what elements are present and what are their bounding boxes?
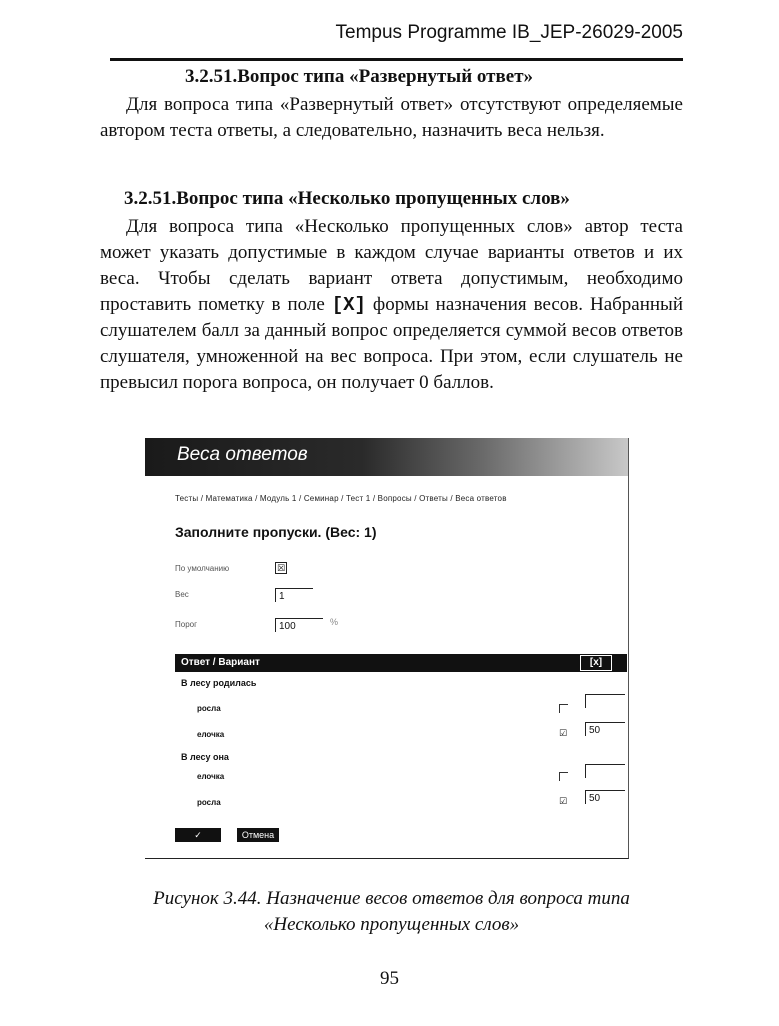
figure-banner-title: Веса ответов [177,444,308,465]
figure-breadcrumbs[interactable]: Тесты / Математика / Модуль 1 / Семинар / Тест 1 / Вопросы / Ответы / Веса ответов [175,494,507,503]
default-checkbox[interactable]: ☒ [276,563,286,573]
figure-banner [145,438,628,476]
section-title-missing-words: 3.2.51.Вопрос типа «Несколько пропущенных слов» [124,188,570,209]
field-threshold-label: Порог [175,620,198,629]
field-weight-label: Вес [175,590,189,599]
answer-row-label: росла [197,798,221,807]
threshold-input[interactable]: 100 [275,618,323,632]
cancel-button[interactable]: Отмена [237,828,279,842]
caption-line-2: «Несколько пропущенных слов» [263,914,520,935]
paragraph-essay-text: Для вопроса типа «Развернутый ответ» отсутствуют определяемые автором теста ответы, а следовательно, назначить веса нельзя. [100,94,683,141]
running-header: Tempus Programme IB_JEP-26029-2005 [335,22,683,43]
figure-caption [100,886,683,938]
paragraph-text-a: Для вопроса типа «Несколько пропущенных слов» автор теста может указать допустимые в каждом случае варианты ответов и их веса. Чтобы сделать вариант ответа допустимым, необходимо проставить пометку в поле [100,216,683,315]
mark-x-symbol: [X] [331,294,366,316]
figure-question-heading: Заполните пропуски. (Вес: 1) [175,524,377,540]
figure-answer-weights [145,438,629,859]
paragraph-text-b: формы назначения весов. Набранный слушателем балл за данный вопрос определяется суммой весов ответов слушателя, умноженной на вес вопроса. При этом, если слушатель не превысил порога вопроса, он получает 0 баллов. [100,294,683,393]
column-mark: [x] [580,655,612,671]
answer-checkbox-checked[interactable]: ☑ [559,728,568,738]
threshold-percent-sign: % [330,617,339,627]
answer-weight-input[interactable]: 50 [585,790,625,804]
group-2-name: В лесу она [181,752,229,762]
answer-weight-input[interactable]: 50 [585,722,625,736]
page-number: 95 [380,968,399,989]
weight-input[interactable]: 1 [275,588,313,602]
ok-button[interactable]: ✓ [175,828,221,842]
answer-row-label: росла [197,704,221,713]
paragraph-missing-words [100,214,683,396]
answer-row-label: елочка [197,730,225,739]
field-default-label: По умолчанию [175,564,230,573]
caption-line-1: Рисунок 3.44. Назначение весов ответов для вопроса типа [153,888,630,909]
paragraph-essay [100,92,683,144]
column-answer-variant: Ответ / Вариант [181,657,260,668]
answer-weight-input[interactable] [585,694,625,708]
group-1-name: В лесу родилась [181,678,257,688]
answer-weight-input[interactable] [585,764,625,778]
answer-checkbox[interactable] [559,704,568,713]
answers-table-header [175,654,627,672]
answer-checkbox[interactable] [559,772,568,781]
header-rule [110,58,683,61]
answer-checkbox-checked[interactable]: ☑ [559,796,568,806]
section-title-essay: 3.2.51.Вопрос типа «Развернутый ответ» [185,66,534,87]
answer-row-label: елочка [197,772,225,781]
